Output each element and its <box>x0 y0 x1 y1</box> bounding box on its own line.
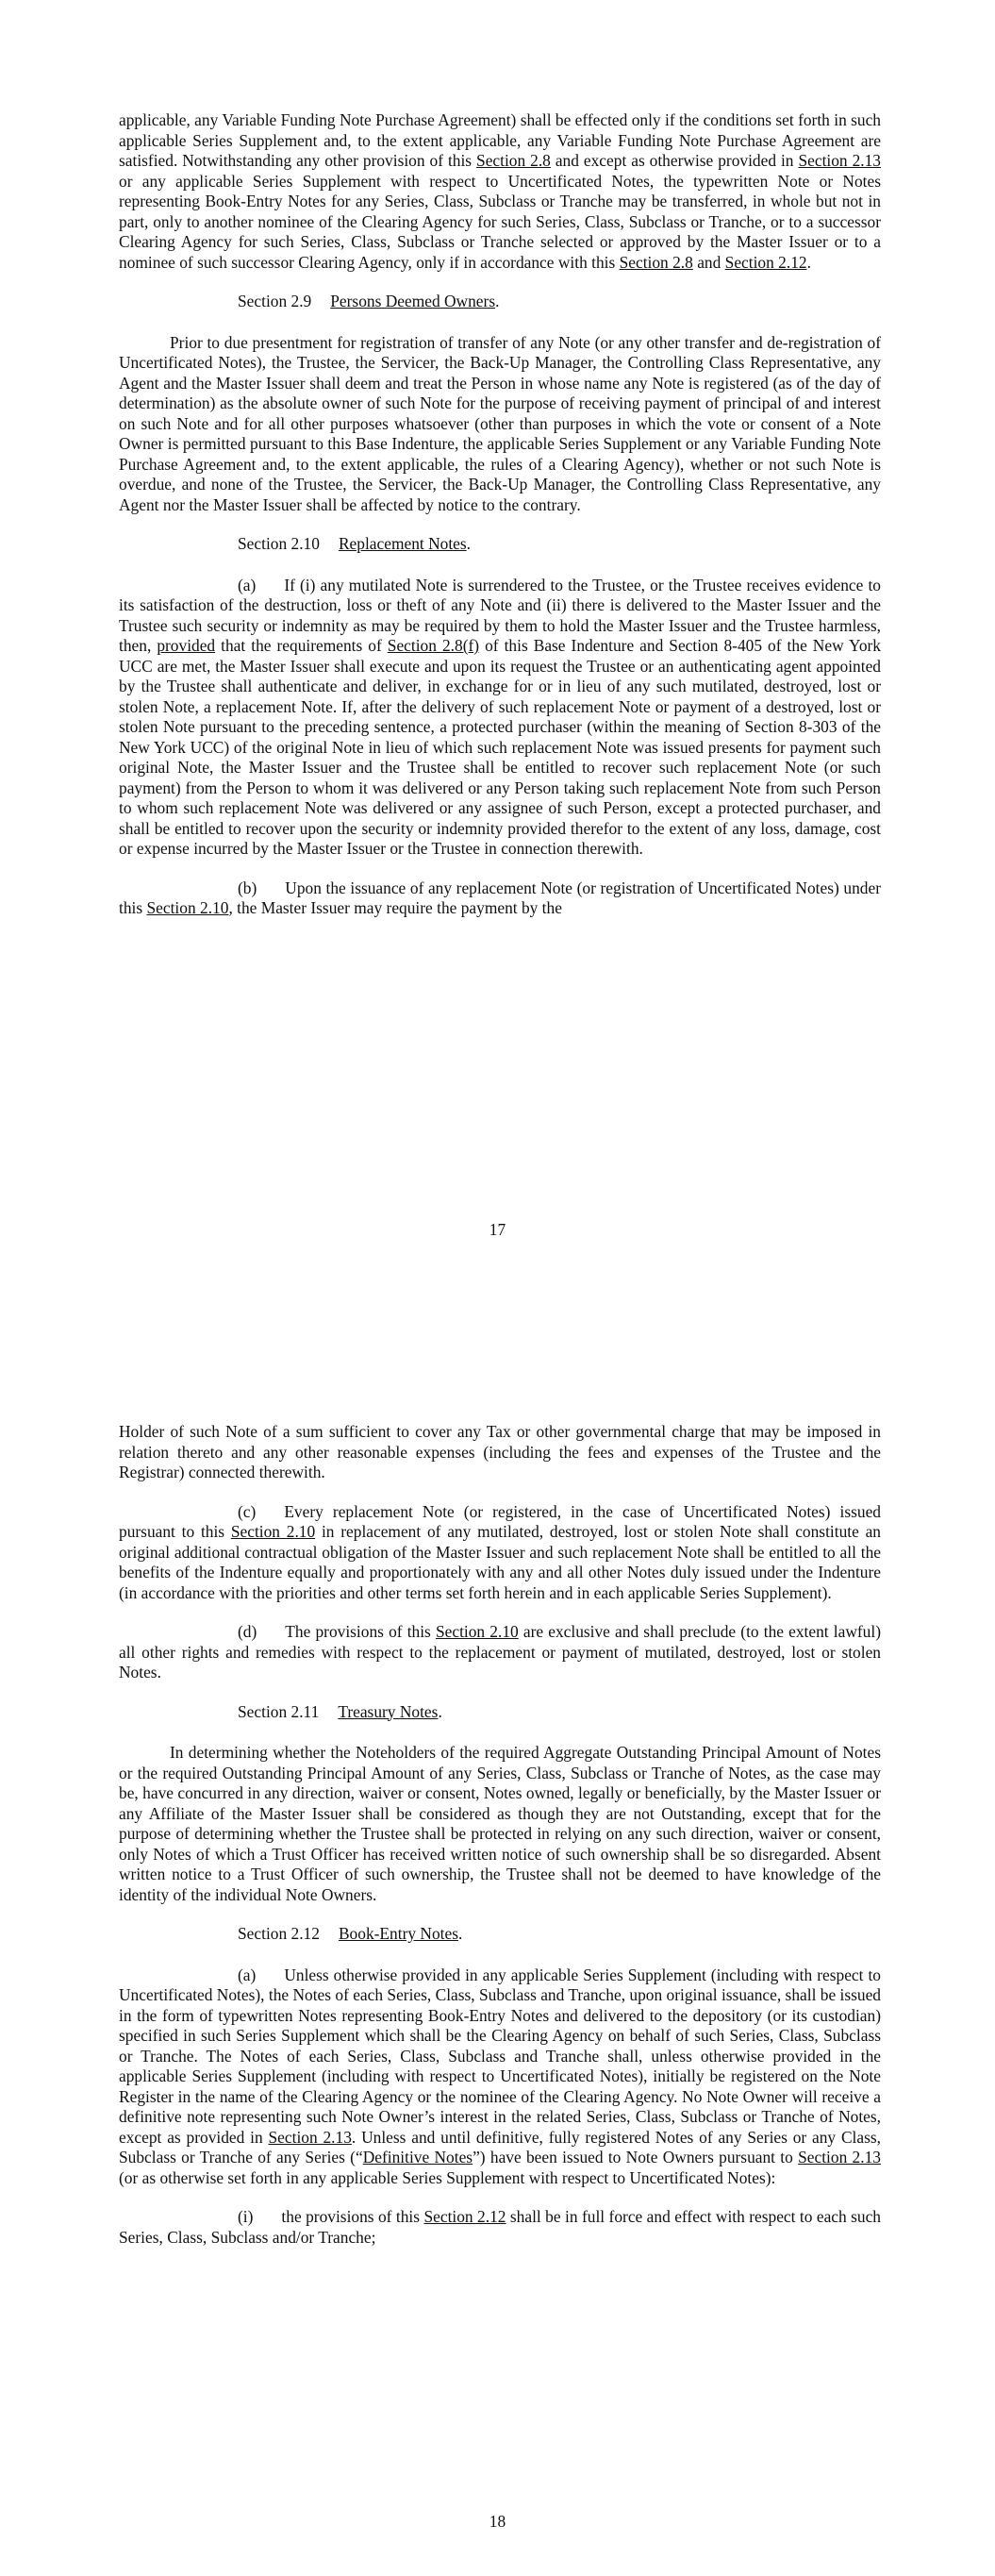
section-reference: Section 2.10 <box>230 1522 316 1541</box>
section-reference: Section 2.8 <box>476 151 551 170</box>
section-reference: Section 2.10 <box>435 1622 519 1641</box>
page-17-body <box>119 110 881 938</box>
subsection-label: (a) <box>238 1965 257 1984</box>
paragraph-persons-deemed-owners: Prior to due presentment for registration of transfer of any Note (or any other transfer and de-registration of Uncertificated Notes), the Trustee, the Servicer, the Back-Up Manager, the Controlling Class Representative, any Agent and the Master Issuer shall deem and treat the Person in whose name any Note is registered (as of the day of determination) as the absolute owner of such Note for the purpose of receiving payment of principal of and interest on such Note and for all other purposes whatsoever (other than purposes in which the vote or consent of a Note Owner is permitted pursuant to this Base Indenture, the applicable Series Supplement or any Variable Funding Note Purchase Agreement and, to the extent applicable, the rules of a Clearing Agency), whether or not such Note is overdue, and none of the Trustee, the Servicer, the Back-Up Manager, the Controlling Class Representative, any Agent nor the Master Issuer shall be affected by notice to the contrary. <box>119 332 881 514</box>
section-reference: Section 2.12 <box>423 2207 506 2226</box>
subsection-label: (b) <box>238 878 257 897</box>
subsection-d-replacement: (d) The provisions of this Section 2.10 are exclusive and shall preclude (to the extent lawful) all other rights and remedies with respect to the replacement or payment of mutilated, destroyed, lost or stolen Notes. <box>119 1622 881 1681</box>
defined-term: Definitive Notes <box>362 2148 473 2166</box>
page-18-body <box>119 1422 881 2267</box>
section-title: Replacement Notes <box>338 534 467 553</box>
subsection-label: (a) <box>238 575 257 594</box>
section-reference: Section 2.13 <box>268 2127 352 2147</box>
subsection-label: (c) <box>238 1501 257 1521</box>
paragraph-treasury-notes: In determining whether the Noteholders of the required Aggregate Outstanding Principal Amount of Notes or the required Outstanding Principal Amount of any Series, Class, Subclass or Tranche of Notes, as the case may be, have concurred in any direction, waiver or consent, Notes owned, legally or beneficially, by the Master Issuer or any Affiliate of the Master Issuer shall be considered as though they are not Outstanding, except that for the purpose of determining whether the Trustee shall be protected in relying on any such direction, waiver or consent, only Notes of which a Trust Officer has received written notice of such ownership shall be so disregarded. Absent written notice to a Trust Officer of such ownership, the Trustee shall not be deemed to have knowledge of the identity of the individual Note Owners. <box>119 1743 881 1904</box>
paragraph-transfer-continued: applicable, any Variable Funding Note Purchase Agreement) shall be effected only if the conditions set forth in such applicable Series Supplement and, to the extent applicable, any Variable Funding Note Purchase Agreement are satisfied. Notwithstanding any other provision of this Section 2.8 and except as otherwise provided in Section 2.13 or any applicable Series Supplement with respect to Uncertificated Notes, the typewritten Note or Notes representing Book-Entry Notes for any Series, Class, Subclass or Tranche may be transferred, in whole but not in part, only to another nominee of the Clearing Agency for such Series, Class, Subclass or Tranche, or to a successor Clearing Agency for such Series, Class, Subclass or Tranche selected or approved by the Master Issuer or to a nominee of such successor Clearing Agency, only if in accordance with this Section 2.8 and Section 2.12. <box>119 110 881 272</box>
section-reference: Section 2.13 <box>798 2148 881 2166</box>
section-title: Persons Deemed Owners <box>330 292 496 310</box>
section-title: Book-Entry Notes <box>338 1924 458 1943</box>
section-heading-2-10: Section 2.10 Replacement Notes. <box>238 534 472 553</box>
section-reference: Section 2.12 <box>724 252 807 272</box>
page-number: 18 <box>489 2512 506 2531</box>
document-page-18 <box>0 1288 995 2576</box>
section-reference: Section 2.13 <box>798 151 881 170</box>
section-reference: Section 2.8 <box>619 252 693 272</box>
section-title: Treasury Notes <box>338 1701 439 1721</box>
section-heading-2-9: Section 2.9 Persons Deemed Owners. <box>238 292 500 310</box>
section-reference: Section 2.8(f) <box>387 636 480 655</box>
subsection-a-replacement: (a) If (i) any mutilated Note is surrendered to the Trustee, or the Trustee receives evidence to its satisfaction of the destruction, loss or theft of any Note and (ii) there is delivered to the Master Issuer and the Trustee such security or indemnity as may be required by them to hold the Master Issuer and the Trustee harmless, then, provided that the requirements of Section 2.8(f) of this Base Indenture and Section 8-405 of the New York UCC are met, the Master Issuer shall execute and upon its request the Trustee or an authenticating agent appointed by the Trustee shall authenticate and deliver, in exchange for or in lieu of any such mutilated, destroyed, lost or stolen Note, a replacement Note. If, after the delivery of such replacement Note or payment of a destroyed, lost or stolen Note pursuant to the preceding sentence, a protected purchaser (within the meaning of Section 8-303 of the New York UCC) of the original Note in lieu of which such replacement Note was issued presents for payment such original Note, the Master Issuer and the Trustee shall be entitled to recover such replacement Note (or such payment) from the Person to whom it was delivered or any Person taking such replacement Note from such Person to whom such replacement Note was delivered or any assignee of such Person, except a protected purchaser, and shall be entitled to recover upon the security or indemnity provided therefor to the extent of any loss, damage, cost or expense incurred by the Master Issuer or the Trustee in connection therewith. <box>119 575 881 858</box>
section-reference: Section 2.10 <box>146 898 229 917</box>
section-heading-2-11: Section 2.11 Treasury Notes. <box>238 1701 442 1721</box>
section-heading-2-12: Section 2.12 Book-Entry Notes. <box>238 1924 463 1943</box>
subsection-c-replacement: (c) Every replacement Note (or registered, in the case of Uncertificated Notes) issued pursuant to this Section 2.10 in replacement of any mutilated, destroyed, lost or stolen Note shall constitute an original additional contractual obligation of the Master Issuer and such replacement Note shall be entitled to all the benefits of the Indenture equally and proportionately with any and all other Notes duly issued under the Indenture (in accordance with the priorities and other terms set forth herein and in each applicable Series Supplement). <box>119 1501 881 1602</box>
page-number: 17 <box>489 1220 506 1239</box>
underlined-term: provided <box>157 636 216 655</box>
subsection-label: (i) <box>238 2207 254 2226</box>
paragraph-replacement-continued: Holder of such Note of a sum sufficient to cover any Tax or other governmental charge that may be imposed in relation thereto and any other reasonable expenses (including the fees and expenses of the Trustee and the Registrar) connected therewith. <box>119 1422 881 1481</box>
subsection-b-replacement: (b) Upon the issuance of any replacement Note (or registration of Uncertificated Notes) under this Section 2.10, the Master Issuer may require the payment by the <box>119 878 881 917</box>
subsection-a-book-entry: (a) Unless otherwise provided in any applicable Series Supplement (including with respect to Uncertificated Notes), the Notes of each Series, Class, Subclass and Tranche, upon original issuance, shall be issued in the form of typewritten Notes representing Book-Entry Notes and delivered to the depository (or its custodian) specified in such Series Supplement which shall be the Clearing Agency on behalf of such Series, Class, Subclass or Tranche. The Notes of each Series, Class, Subclass and Tranche shall, unless otherwise provided in the applicable Series Supplement (including with respect to Uncertificated Notes), initially be registered on the Note Register in the name of the Clearing Agency or the nominee of the Clearing Agency. No Note Owner will receive a definitive note representing such Note Owner’s interest in the related Series, Class, Subclass or Tranche of Notes, except as provided in Section 2.13. Unless and until definitive, fully registered Notes of any Series or any Class, Subclass or Tranche of any Series (“Definitive Notes”) have been issued to Note Owners pursuant to Section 2.13 (or as otherwise set forth in any applicable Series Supplement with respect to Uncertificated Notes): <box>119 1965 881 2187</box>
subsection-label: (d) <box>238 1622 257 1641</box>
subsection-i-book-entry: (i) the provisions of this Section 2.12 shall be in full force and effect with respect to each such Series, Class, Subclass and/or Tranche; <box>119 2207 882 2247</box>
